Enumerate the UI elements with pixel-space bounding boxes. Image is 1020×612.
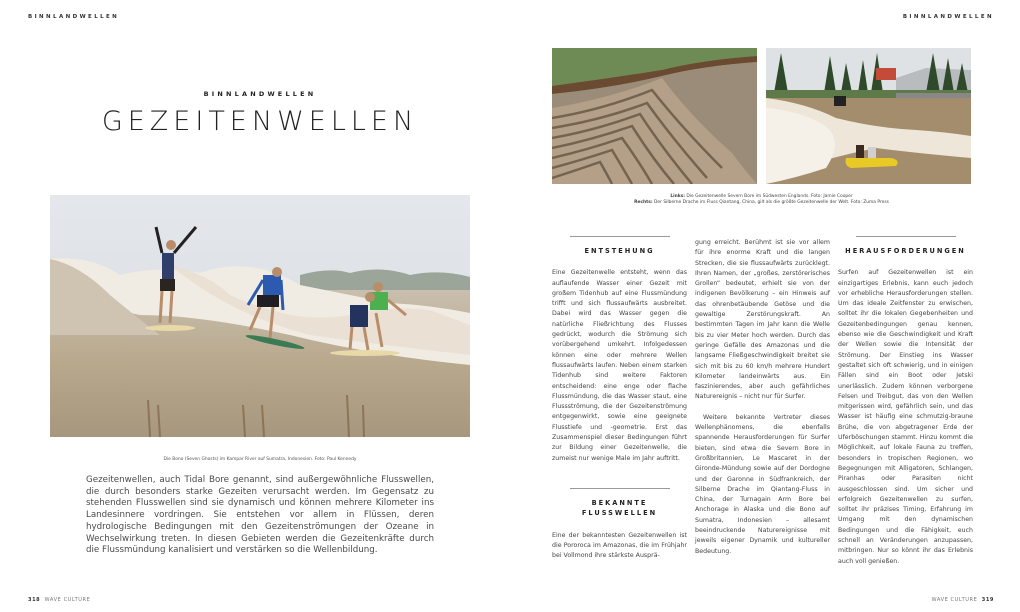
lead-paragraph: Gezeitenwellen, auch Tidal Bore genannt, sind außergewöhnliche Flusswellen, die durch besonders starke Gezeiten verursacht werden. Im Gegensatz zu stehenden Flusswellen sind sie dynamisch und können mehrere Kilometer ins Landesinnere vordringen. Sie entstehen vor allem in Flüssen, deren hydrologische Bedingungen mit den Gezeitenströmungen der Ozeane in Wechselwirkung treten. In diesen Gebieten werden die Gezeitenkräfte durch die Flussmündung kanalisiert und verstärken so die Wellenbildung. (86, 475, 434, 556)
column-2 (695, 238, 830, 557)
severn-bore-aerial-image (552, 48, 757, 184)
section-heading-bekannte-flusswellen: BEKANNTE FLUSSWELLEN (581, 499, 658, 518)
entstehung-body: Eine Gezeitenwelle entsteht, wenn das auflaufende Wasser einer Gezeit mit großem Tidenhub auf eine Flussmündung trifft und sich flussaufwärts ausbreitet. Dabei wird das Wasser gegen die natürliche Fließrichtung des Flusses gedrückt, wodurch die Strömung sich vorübergehend umkehrt. Infolgedessen können eine oder mehrere Wellen flussaufwärts laufen. Neben einem starken Tidenhub sind weitere Faktoren entscheidend: eine enge oder flache Flussmündung, die das Wasser staut, eine Flussströmung, die der Gezeitenströmung entgegenwirkt, sowie eine geeignete Flusstiefe und -geometrie. Erst das Zusammenspiel dieser Bedingungen führt zur Bildung einer Gezeitenwelle, die zumeist nur wenige Male im Jahr auftritt. (552, 269, 687, 462)
running-head-left: BINNLANDWELLEN (28, 14, 120, 20)
column-1 (552, 236, 687, 464)
herausforderungen-body: Surfen auf Gezeitenwellen ist ein einzigartiges Erlebnis, kann euch jedoch vor erhebliche Herausforderungen stellen. Um das ideale Zeitfenster zu erwischen, solltet ihr die lokalen Gegebenheiten und Gezeitenbedingungen genau kennen, ebenso wie die Geschwindigkeit und Kraft der Wellen sowie die Intensität der Strömung. Der Einstieg ins Wasser gestaltet sich oft schwierig, und in einigen Fällen sind ein Boot oder Jetski unerlässlich. Zudem können verborgene Felsen und Treibgut, das von den Wellen mitgerissen wird, gefährlich sein, und das Wasser ist häufig eine schmutzig-braune Brühe, die von abgetragener Erde der Uferböschungen stammt. Hinzu kommt die Möglichkeit, auf lokale Fauna zu treffen, besonders in tropischen Regionen, wo Begegnungen mit Alligatoren, Schlangen, Piranhas oder Parasiten nicht ausgeschlossen sind. Um sicher und erfolgreich Gezeitenwellen zu surfen, solltet ihr präzises Timing, Erfahrung im Umgang mit den dynamischen Bedingungen und die Fähigkeit, euch schnell an Veränderungen anzupassen, mitbringen. Nur so könnt ihr das Erlebnis auch voll genießen. (838, 269, 973, 565)
bekannte-body-paragraph-2: Weitere bekannte Vertreter dieses Wellenphänomens, die ebenfalls spannende Herausforderungen für Surfer bieten, sind etwa die Severn Bore in Großbritannien, Le Mascaret in der Gironde-Mündung sowie auf der Dordogne und der Garonne in Südfrankreich, der Silberne Drache im Qiantang-Fluss in China, der Turnagain Arm Bore bei Anchorage in Alaska und die Bono auf Sumatra, Indonesien – allesamt beeindruckende Naturereignisse mit jeweils eigener Dynamik und kultureller Bedeutung. (695, 413, 830, 555)
caption-right-text: Der Silberne Drache im Fluss Qiantang, China, gilt als die größte Gezeitenwelle der Welt. Foto: Zuma Press (652, 200, 889, 205)
section-rule (856, 236, 956, 237)
caption-right-label: Rechts: (634, 200, 653, 205)
running-head-right: BINNLANDWELLEN (902, 14, 994, 20)
section-heading-herausforderungen: HERAUSFORDERUNGEN (845, 247, 966, 255)
main-photo-surfers (50, 195, 470, 437)
bekannte-body-start: Eine der bekanntesten Gezeitenwellen ist die Pororoca im Amazonas, die im Frühjahr bei Vollmond ihre stärkste Ausprä- (552, 531, 687, 560)
caption-left-label: Links: (670, 194, 686, 199)
footer-left (28, 597, 90, 603)
page-number-right: 319 (981, 597, 994, 603)
caption-left-text: Die Gezeitenwelle Severn Bore im Südwesten Englands. Foto: Jamie Cooper (685, 194, 853, 199)
article-title: GEZEITENWELLEN (101, 106, 419, 137)
section-rule (570, 236, 670, 237)
page-number-left: 318 (28, 597, 41, 603)
footer-left-label: WAVE CULTURE (44, 597, 91, 603)
main-photo-caption: Die Bono (Seven Ghosts) im Kampar River auf Sumatra, Indonesien. Foto: Paul Kennedy (163, 457, 357, 462)
section-heading-entstehung: ENTSTEHUNG (584, 247, 655, 255)
section-rule (570, 488, 670, 489)
photo-severn-bore (552, 48, 757, 184)
column-3 (838, 236, 973, 567)
article-kicker: BINNLANDWELLEN (203, 90, 317, 98)
footer-right-label: WAVE CULTURE (931, 597, 978, 603)
bekannte-body-continued: gung erreicht. Berühmt ist sie vor allem für ihre enorme Kraft und die langen Strecken, die sie flussaufwärts zurücklegt. Ihren Namen, der „großes, zerstörerisches Grollen“ bedeutet, erhielt sie von der indigenen Bevölkerung – ein Hinweis auf das ohrenbetäubende Getöse und die gewaltige Zerstörungskraft. An bestimmten Tagen im Jahr kann die Welle bis zu vier Meter hoch werden. Durch das geringe Gefälle des Amazonas und die langsame Fließgeschwindigkeit breitet sie sich mit bis zu 60 km/h mehrere Hundert Kilometer landeinwärts aus. Ein faszinierendes, aber auch gefährliches Naturereignis – nicht nur für Surfer. (695, 239, 830, 401)
photo-silver-dragon (766, 48, 971, 184)
qiantang-silver-dragon-image (766, 48, 971, 184)
column-1-bottom (552, 488, 687, 561)
surfers-on-tidal-bore-image (50, 195, 470, 437)
footer-right (932, 597, 994, 603)
top-photos-caption (552, 194, 971, 206)
